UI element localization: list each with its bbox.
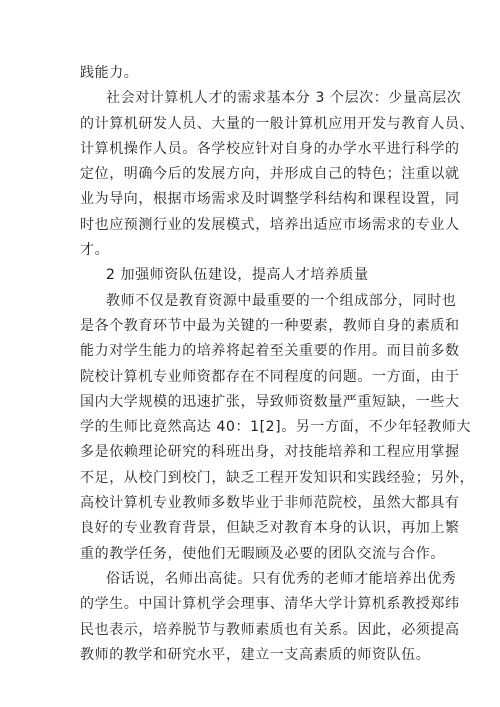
text-line: 业为导向，根据市场需求及时调整学科结构和课程设置，同 (80, 191, 460, 208)
text-line: 院校计算机专业师资都存在不同程度的问题。一方面，由于 (80, 368, 460, 385)
paragraph-start-line: 社会对计算机人才的需求基本分 3 个层次：少量高层次 (106, 90, 462, 107)
text-line: 国内大学规模的迅速扩张，导致师资数量严重短缺，一些大 (80, 393, 460, 410)
text-line: 的计算机研发人员、大量的一般计算机应用开发与教育人员、 (80, 115, 475, 132)
text-line: 不足，从校门到校门，缺乏工程开发知识和实践经验；另外， (80, 469, 475, 486)
text-line: 能力对学生能力的培养将起着至关重要的作用。而目前多数 (80, 343, 460, 360)
document-body (80, 61, 475, 668)
text-line: 多是依赖理论研究的科班出身，对技能培养和工程应用掌握 (80, 444, 460, 461)
text-line: 定位，明确今后的发展方向，并形成自己的特色；注重以就 (80, 166, 460, 183)
text-line: 良好的专业教育背景，但缺乏对教育本身的认识，再加上繁 (80, 520, 460, 537)
text-line: 民也表示，培养脱节与教师素质也有关系。因此，必须提高 (80, 621, 460, 638)
text-line: 重的教学任务，使他们无暇顾及必要的团队交流与合作。 (80, 545, 445, 562)
paragraph-start-line: 教师不仅是教育资源中最重要的一个组成部分，同时也 (106, 292, 457, 309)
text-line: 计算机操作人员。各学校应针对自身的办学水平进行科学的 (80, 140, 460, 157)
text-line: 践能力。 (80, 65, 139, 81)
text-line: 时也应预测行业的发展模式，培养出适应市场需求的专业人 (80, 216, 460, 233)
paragraph-start-line: 俗话说，名师出高徒。只有优秀的老师才能培养出优秀 (106, 570, 457, 587)
text-line: 才。 (80, 242, 110, 259)
section-heading: 2 加强师资队伍建设，提高人才培养质量 (106, 267, 369, 284)
text-line: 学的生师比竟然高达 40：1[2]。另一方面，不少年轻教师大 (80, 419, 472, 436)
text-line: 高校计算机专业教师多数毕业于非师范院校，虽然大都具有 (80, 495, 460, 512)
text-line: 是各个教育环节中最为关键的一种要素，教师自身的素质和 (80, 317, 460, 334)
text-line: 教师的教学和研究水平，建立一支高素质的师资队伍。 (80, 646, 431, 663)
text-line: 的学生。中国计算机学会理事、清华大学计算机系教授郑纬 (80, 596, 460, 613)
